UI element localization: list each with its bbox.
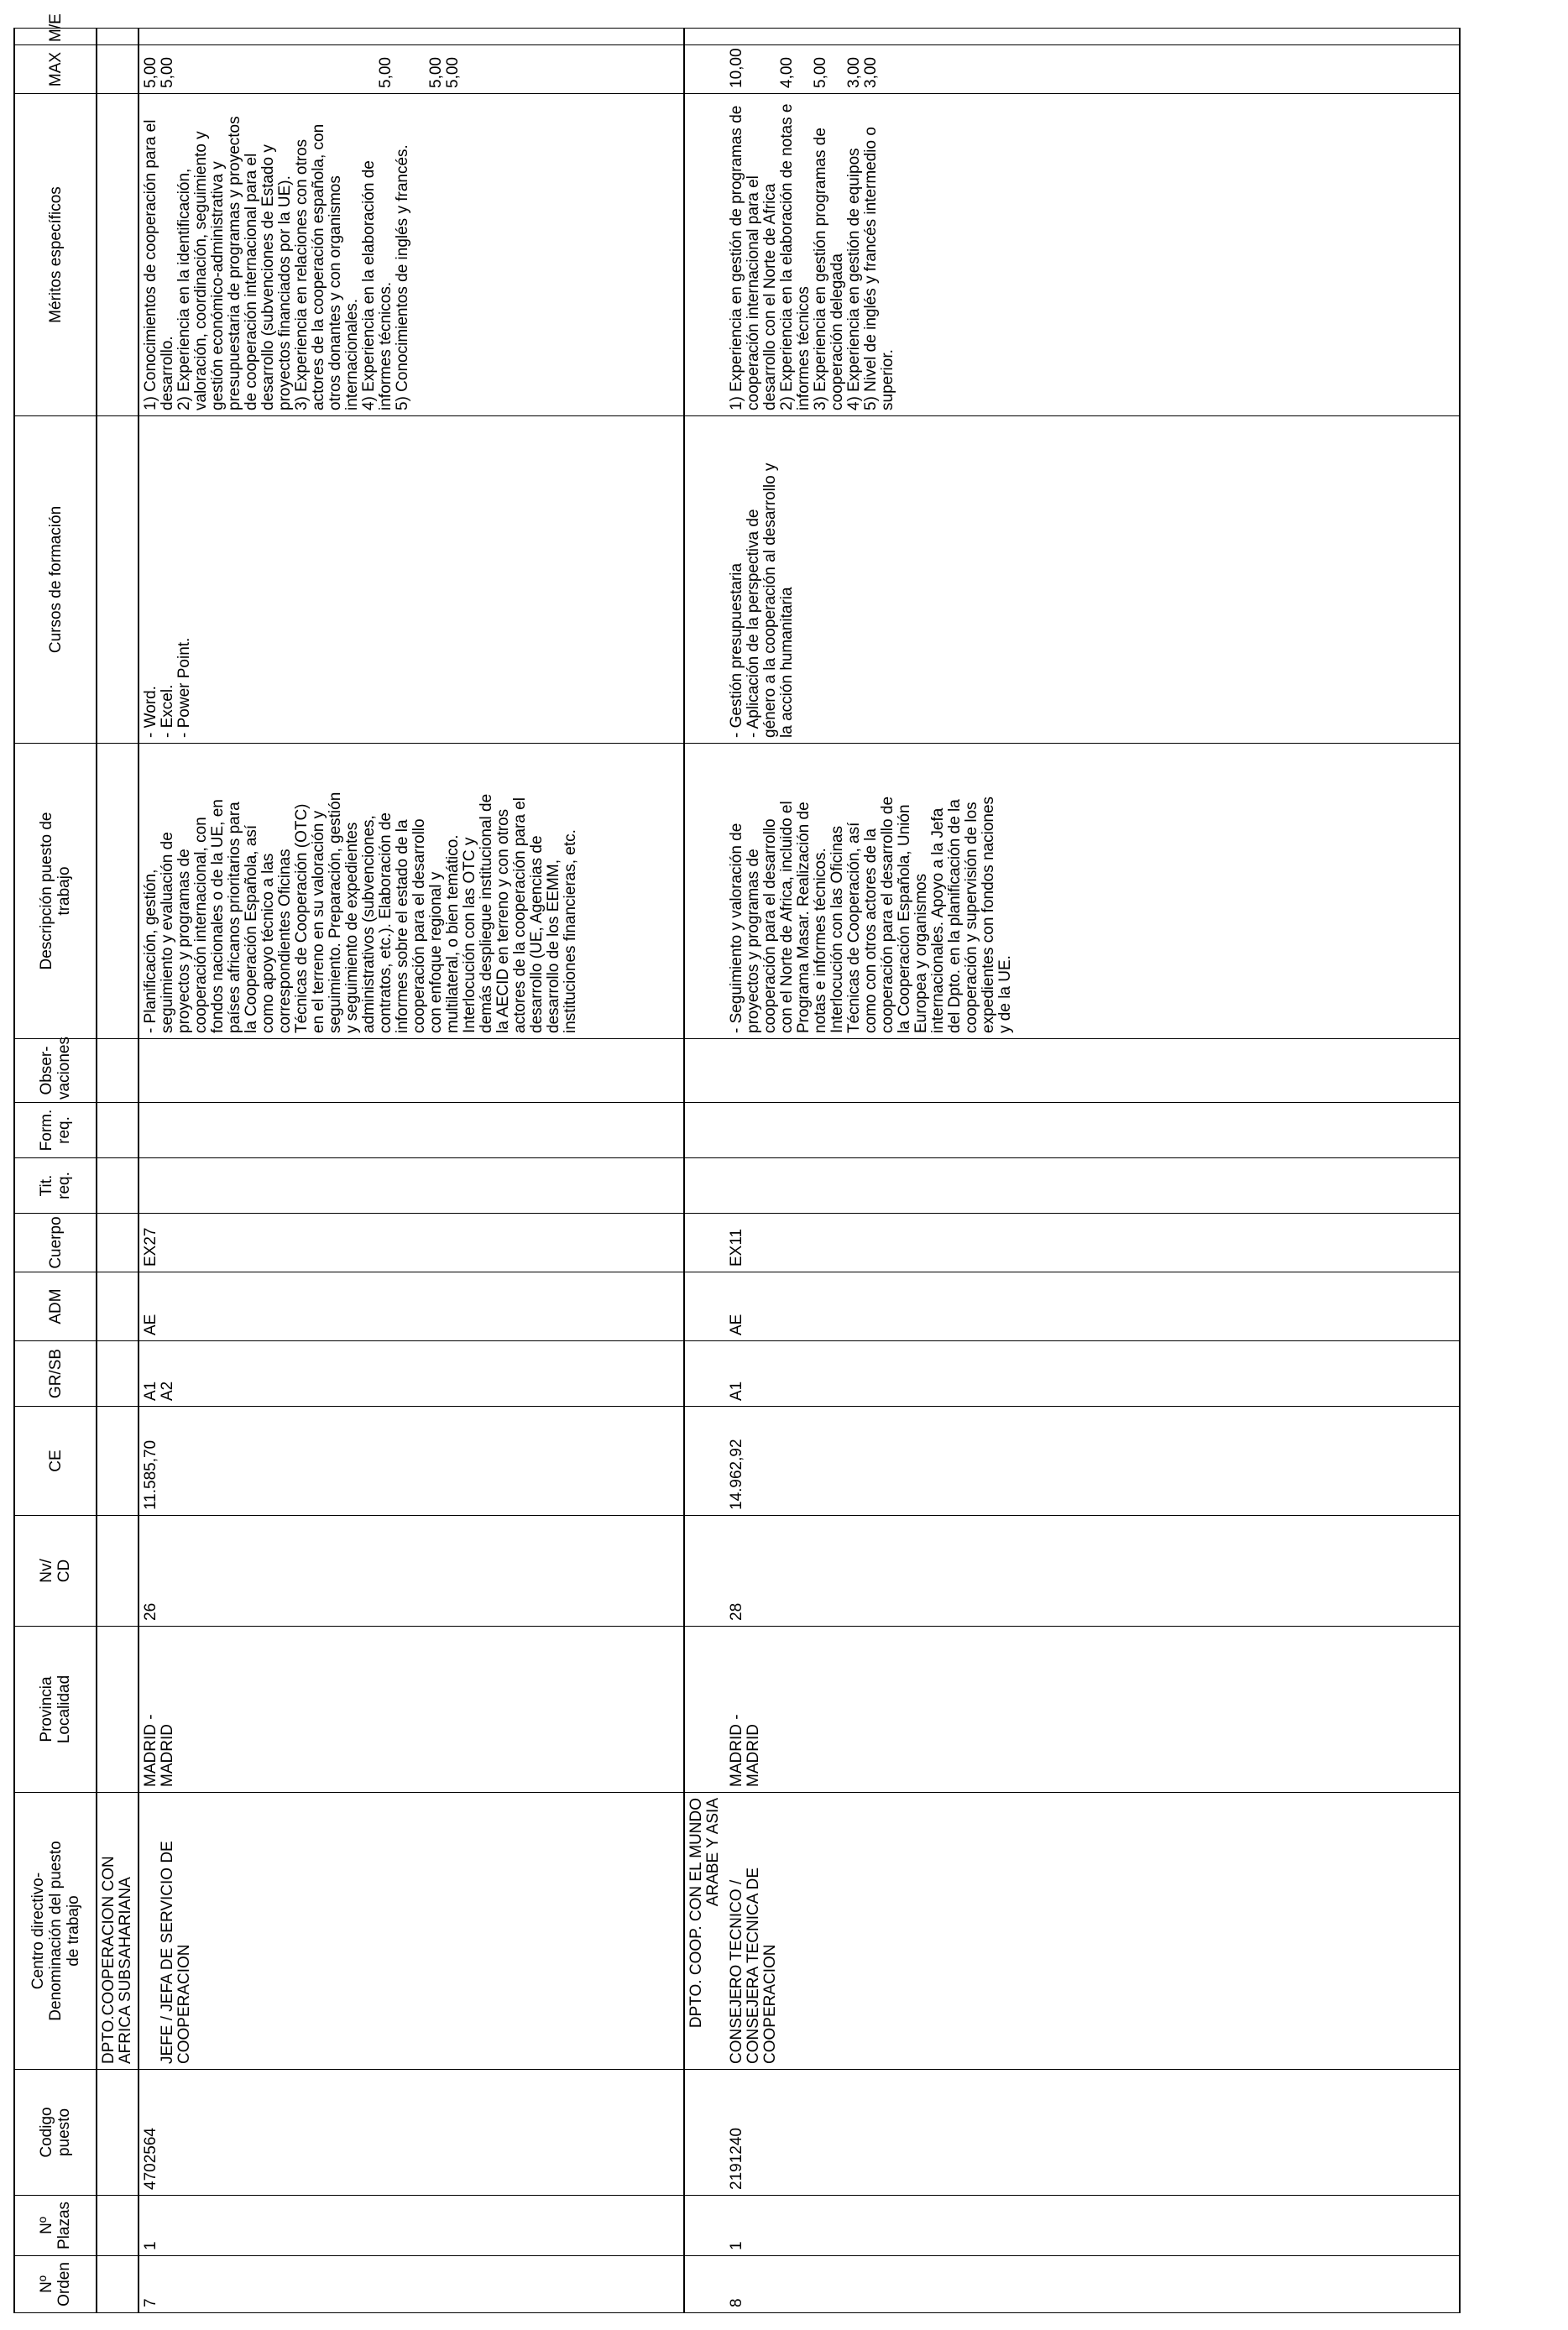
header-me: M/E — [14, 29, 97, 45]
observaciones-cell — [725, 1039, 1460, 1103]
cuerpo-cell: EX27 — [139, 1214, 684, 1272]
meritos-cell: 1) Experiencia en gestión de programas de cooperación internacional para el desarrollo con el Norte de Africa 2) Experiencia en la elaboración de notas e informes técnicos 3) Experiencia en gestión programas de cooperación delegada 4) Experiencia en gestión de equipos 5) Nivel de inglés y francés intermedio o superior. — [725, 94, 1460, 416]
header-orden: Nº Orden — [14, 2256, 97, 2313]
table-row — [725, 29, 1460, 2313]
plazas-cell: 1 — [139, 2196, 684, 2256]
plazas-cell: 1 — [725, 2196, 1460, 2256]
department-row — [684, 29, 725, 2313]
header-descripcion: Descripción puesto de trabajo — [14, 744, 97, 1039]
observaciones-cell — [139, 1039, 684, 1103]
denominacion-cell — [139, 1793, 684, 2070]
header-plazas: Nº Plazas — [14, 2196, 97, 2256]
nivel-cell: 26 — [139, 1516, 684, 1627]
titulacion-cell — [725, 1158, 1460, 1214]
header-max: MAX — [14, 45, 97, 94]
nivel-cell: 28 — [725, 1516, 1460, 1627]
denominacion-text: JEFE / JEFA DE SERVICIO DE COOPERACION — [159, 1841, 193, 2064]
grupo-cell: A1 — [725, 1341, 1460, 1407]
cursos-cell: - Gestión presupuestaria - Aplicación de la perspectiva de género a la cooperación al desarrollo y la acción humanitaria — [725, 416, 1460, 744]
header-grupo: GR/SB — [14, 1341, 97, 1407]
table-row — [139, 29, 684, 2313]
rotated-page — [0, 13, 1539, 2330]
header-observaciones: Obser- vaciones — [14, 1039, 97, 1103]
descripcion-cell: - Seguimiento y valoración de proyectos y programas de cooperación para el desarrollo con el Norte de Africa, incluido el Programa Masar. Realización de notas e informes técnicos. Interlocución con las Oficinas Técnicas de Cooperación, así como con otros actores de la cooperación para el desarrollo de la Cooperación Española, Unión Europea y organismos internacionales. Apoyo a la Jefa del Dpto. en la planificación de la cooperación y supervisión de los expedientes con fondos naciones y de la UE. — [725, 744, 1460, 1039]
header-adm: ADM — [14, 1272, 97, 1341]
formacion-cell — [725, 1103, 1460, 1158]
ce-cell: 11.585,70 — [139, 1407, 684, 1516]
cursos-cell: - Word. - Excel. - Power Point. — [139, 416, 684, 744]
max-cell: 10,00 4,00 5,00 3,00 3,00 — [725, 45, 1460, 94]
department-label: DPTO. COOP. CON EL MUNDO ARABE Y ASIA — [684, 1793, 725, 2070]
department-row — [97, 29, 139, 2313]
header-titulacion: Tit. req. — [14, 1158, 97, 1214]
denominacion-cell: CONSEJERO TECNICO / CONSEJERA TECNICA DE COOPERACION — [725, 1793, 1460, 2070]
header-formacion: Form. req. — [14, 1103, 97, 1158]
descripcion-cell: - Planificación, gestión, seguimiento y evaluación de proyectos y programas de cooperación internacional, con fondos nacionales o de la UE, en países africanos prioritarios para la Cooperación Española, así como apoyo técnico a las correspondientes Oficinas Técnicas de Cooperación (OTC) en el terreno en su valoración y seguimiento. Preparación, gestión y seguimiento de expedientes administrativos (subvenciones, contratos, etc.). Elaboración de informes sobre el estado de la cooperación para el desarrollo con enfoque regional y multilateral, o bien temático. Interlocución con las OTC y demás despliegue institucional de la AECID en terreno y con otros actores de la cooperación para el desarrollo (UE, Agencias de desarrollo de los EEMM, instituciones financieras, etc. — [139, 744, 684, 1039]
meritos-cell: 1) Conocimientos de cooperación para el desarrollo. 2) Experiencia en la identificación, valoración, coordinación, seguimiento y gestión económico-administrativa y presupuestaria de programas y proyectos de cooperación internacional para el desarrollo (subvenciones de Estado y proyectos financiados por la UE). 3) Experiencia en relaciones con otros actores de la cooperación española, con otros donantes y con organismos internacionales. 4) Experiencia en la elaboración de informes técnicos. 5) Conocimientos de inglés y francés. — [139, 94, 684, 416]
orden-cell: 8 — [725, 2256, 1460, 2313]
grupo-cell: A1 A2 — [139, 1341, 684, 1407]
codigo-cell: 4702564 — [139, 2070, 684, 2196]
header-cuerpo: Cuerpo — [14, 1214, 97, 1272]
me-cell — [139, 29, 684, 45]
ce-cell: 14.962,92 — [725, 1407, 1460, 1516]
cuerpo-cell: EX11 — [725, 1214, 1460, 1272]
header-codigo: Codigo puesto — [14, 2070, 97, 2196]
department-label: DPTO.COOPERACION CON AFRICA SUBSAHARIANA — [97, 1793, 139, 2070]
header-centro: Centro directivo- Denominación del puesto de trabajo — [14, 1793, 97, 2070]
orden-cell: 7 — [139, 2256, 684, 2313]
header-nivel: Nv/ CD — [14, 1516, 97, 1627]
formacion-cell — [139, 1103, 684, 1158]
titulacion-cell — [139, 1158, 684, 1214]
header-row — [14, 29, 97, 2313]
adm-cell: AE — [139, 1272, 684, 1341]
positions-table — [13, 13, 1461, 2313]
me-cell — [725, 29, 1460, 45]
adm-cell: AE — [725, 1272, 1460, 1341]
provincia-cell: MADRID - MADRID — [725, 1627, 1460, 1793]
codigo-cell: 2191240 — [725, 2070, 1460, 2196]
header-ce: CE — [14, 1407, 97, 1516]
max-cell: 5,00 5,00 5,00 5,00 5,00 — [139, 45, 684, 94]
provincia-cell: MADRID - MADRID — [139, 1627, 684, 1793]
header-provincia: Provincia Localidad — [14, 1627, 97, 1793]
header-cursos: Cursos de formación — [14, 416, 97, 744]
header-meritos: Méritos específicos — [14, 94, 97, 416]
